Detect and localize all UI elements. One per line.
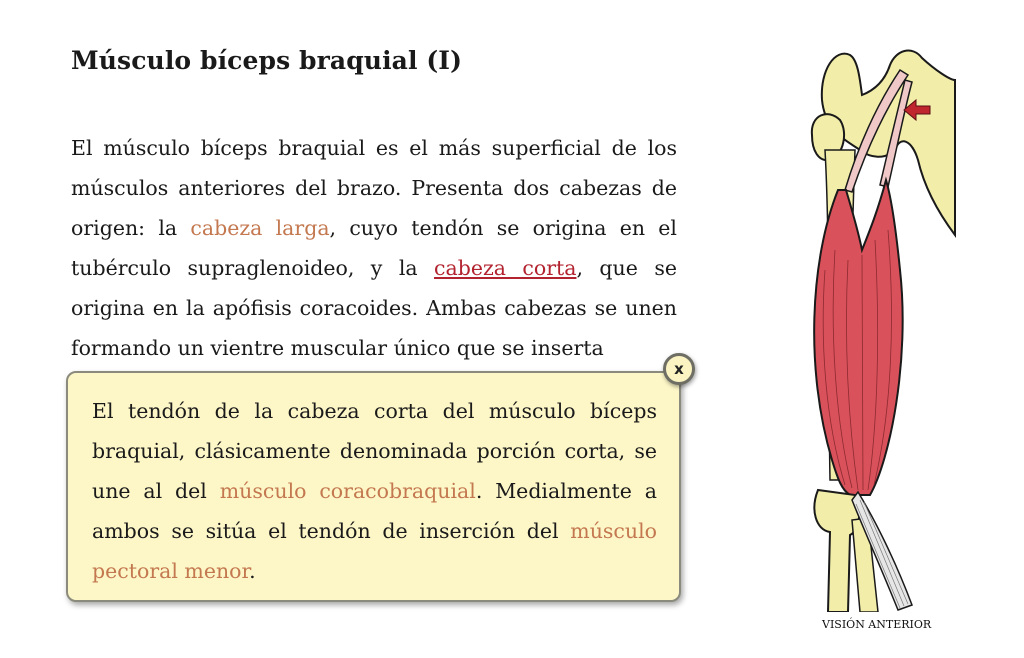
body-text-part: , cuyo tendón se origina en el tubérculo supraglenoideo, y la: [71, 216, 677, 280]
biceps-anatomy-illustration: [800, 40, 960, 612]
link-long-head[interactable]: cabeza larga: [190, 216, 330, 240]
popup-text-part: .: [249, 559, 256, 583]
popup-text: [92, 391, 657, 591]
link-short-head[interactable]: cabeza corta: [434, 256, 577, 280]
body-text-part: El músculo bíceps braquial es el más superficial de los músculos anteriores del brazo. Presenta dos cabezas de origen: la: [71, 136, 677, 240]
popup-close-button[interactable]: [663, 353, 695, 385]
figure-caption: VISIÓN ANTERIOR: [822, 618, 932, 631]
link-pectoralis-minor[interactable]: músculo pectoral menor: [92, 519, 657, 583]
popup-text-part: . Medialmente a ambos se sitúa el tendón de inserción del: [92, 479, 657, 543]
body-paragraph: [71, 128, 677, 360]
info-popup: [66, 371, 681, 602]
popup-text-part: El tendón de la cabeza corta del músculo bíceps braquial, clásicamente denominada porción corta, se une al del: [92, 399, 657, 503]
link-coracobrachialis[interactable]: músculo coracobraquial: [219, 479, 476, 503]
biceps-muscle-belly: [814, 180, 902, 495]
close-icon: x: [674, 360, 684, 378]
body-text-part: , que se origina en la apófisis coracoides. Ambas cabezas se unen formando un vientre muscular único que se inserta: [71, 256, 677, 360]
page-title: Músculo bíceps braquial (I): [71, 46, 463, 75]
forearm-bones: [814, 490, 859, 612]
